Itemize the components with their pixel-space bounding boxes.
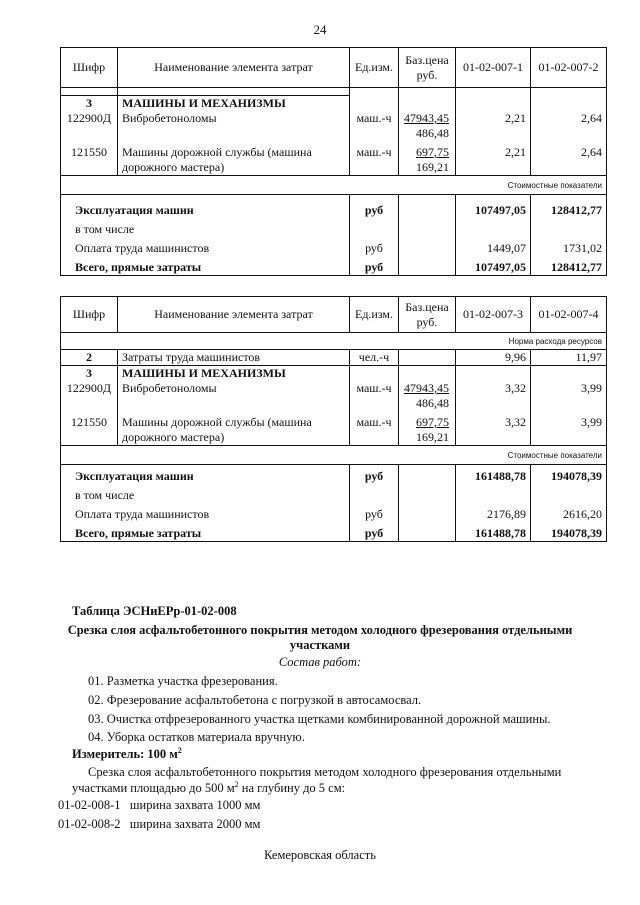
resource-table-2 — [60, 296, 607, 542]
description-cont: участками площадью до 500 $м^2$ на глубину до 5 см: — [72, 780, 346, 796]
table-title: Таблица ЭСНиЕРр-01-02-008 — [72, 604, 237, 618]
page-footer: Кемеровская область — [264, 848, 376, 862]
header-col-a: 01-02-007-1 — [456, 48, 531, 88]
header-unit: Ед.изм. — [350, 48, 399, 88]
table-row: 122900Д Вибробетоноломы маш.-ч 47943,45 486,48 3,32 3,99 — [61, 381, 607, 411]
resource-table-1 — [60, 47, 607, 276]
work-step: 04. Уборка остатков материала вручную. — [88, 730, 305, 744]
page-number: 24 — [313, 22, 327, 37]
summary-row: Всего, прямые затраты руб 161488,78 194078,39 — [61, 526, 607, 542]
work-step: 02. Фрезерование асфальтобетона с погрузкой в автосамосвал. — [88, 693, 422, 707]
table-row: 121550 Машины дорожной службы (машина дорожного мастера) маш.-ч 697,75 169,21 3,32 3,99 — [61, 415, 607, 446]
section-heading: Срезка слоя асфальтобетонного покрытия методом холодного фрезерования отдельными — [67, 623, 573, 637]
summary-row: в том числе — [61, 488, 607, 503]
summary-row: Оплата труда машинистов руб 1449,07 1731,02 — [61, 241, 607, 256]
header-col-b: 01-02-007-4 — [531, 297, 607, 333]
table-header — [61, 48, 607, 88]
composition-label: Состав работ: — [278, 655, 362, 669]
summary-row: Всего, прямые затраты руб 107497,05 128412,77 — [61, 260, 607, 276]
item-row: 01-02-008-1 ширина захвата 1000 мм — [58, 798, 261, 812]
table-row: 122900Д Вибробетоноломы маш.-ч 47943,45 486,48 2,21 2,64 — [61, 111, 607, 141]
table-header — [61, 297, 607, 333]
section-row: 3 МАШИНЫ И МЕХАНИЗМЫ — [61, 366, 607, 382]
header-code: Шифр — [61, 297, 118, 333]
section-row: 3 МАШИНЫ И МЕХАНИЗМЫ — [61, 96, 607, 112]
item-row: 01-02-008-2 ширина захвата 2000 мм — [58, 817, 261, 831]
summary-row: Оплата труда машинистов руб 2176,89 2616,20 — [61, 507, 607, 522]
summary-row: в том числе — [61, 222, 607, 237]
summary-row: Эксплуатация машин руб 161488,78 194078,39 — [61, 469, 607, 484]
header-code: Шифр — [61, 48, 118, 88]
indicators-row: Стоимостные показатели — [61, 176, 607, 195]
header-price: Баз.цена руб. — [399, 48, 456, 88]
meter-label: Измеритель: 100 $м^2$ — [72, 746, 182, 762]
description: Срезка слоя асфальтобетонного покрытия методом холодного фрезерования отдельными — [88, 765, 562, 779]
table-row: 121550 Машины дорожной службы (машина дорожного мастера) маш.-ч 697,75 169,21 2,21 2,64 — [61, 145, 607, 176]
header-col-a: 01-02-007-3 — [456, 297, 531, 333]
header-name: Наименование элемента затрат — [118, 48, 350, 88]
header-unit: Ед.изм. — [350, 297, 399, 333]
work-step: 01. Разметка участка фрезерования. — [88, 674, 278, 688]
section-heading-cont: участками — [289, 638, 351, 652]
summary-row: Эксплуатация машин руб 107497,05 128412,77 — [61, 203, 607, 218]
header-col-b: 01-02-007-2 — [531, 48, 607, 88]
work-step: 03. Очистка отфрезерованного участка щетками комбинированной дорожной машины. — [88, 712, 551, 726]
header-price: Баз.цена руб. — [399, 297, 456, 333]
header-name: Наименование элемента затрат — [118, 297, 350, 333]
labor-row: 2 Затраты труда машинистов чел.-ч 9,96 11,97 — [61, 350, 607, 366]
indicators-row: Стоимостные показатели — [61, 446, 607, 465]
norm-row: Норма расхода ресурсов — [61, 333, 607, 350]
